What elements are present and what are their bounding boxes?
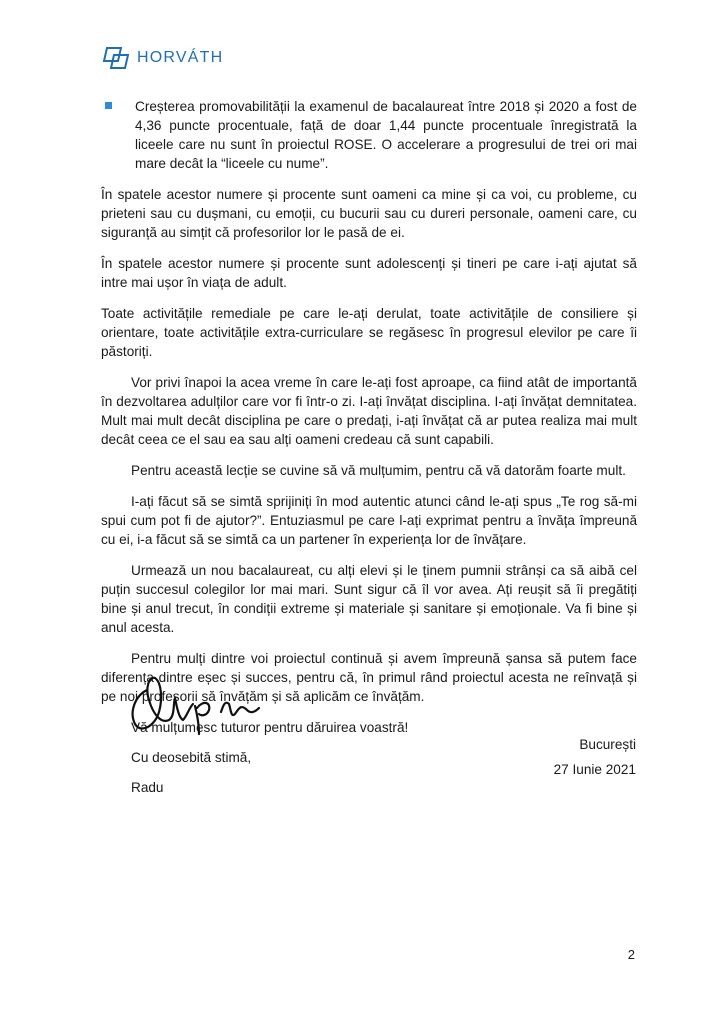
page-number: 2 (627, 947, 635, 962)
paragraph: Pentru această lecție se cuvine să vă mulțumim, pentru că vă datorăm foarte mult. (131, 463, 626, 478)
signer-name: Radu (131, 780, 164, 795)
paragraph: Vor privi înapoi la acea vreme în care le-ați fost aproape, ca fiind atât de importantă în dezvoltarea adulților care vor fi într-o zi. I-ați învățat disciplina. I-ați învățat demnitatea. Mult mai mult decât disciplina pe care o predați, i-ați învățat că ar putea realiza mai mult decât ceea ce el sau ea sau alți oameni credeau că sunt capabili. (101, 375, 637, 447)
horvath-logo-icon (101, 45, 131, 71)
paragraph: În spatele acestor numere și procente sunt adolescenți și tineri pe care i-ați ajutat să intre mai ușor în viața de adult. (101, 256, 637, 290)
closing-thanks: Vă mulțumesc tuturor pentru dăruirea voastră! (131, 720, 409, 735)
logo-text: HORVÁTH (137, 49, 224, 66)
paragraph: Pentru mulți dintre voi proiectul continuă și avem împreună șansa să putem face diferența dintre eșec și succes, pentru că, în primul rând proiectul acesta ne reînvață și pe noi profesorii să învățăm și să aplicăm ce învățăm. (101, 651, 637, 704)
handwritten-signature (125, 668, 265, 743)
paragraph: I-ați făcut să se simtă sprijiniți în mod autentic atunci când le-ați spus „Te rog să-mi spui cum pot fi de ajutor?”. Entuziasmul pe care l-ați exprimat pentru a învăța împreună cu ei, i-a făcut să se simtă ca un partener în experiența lor de învățare. (101, 494, 637, 547)
paragraph: În spatele acestor numere și procente sunt oameni ca mine și ca voi, cu probleme, cu prieteni sau cu dușmani, cu emoții, cu bucurii sau cu dureri personale, oameni care, cu siguranță au simțit că profesorilor lor le pasă de ei. (101, 187, 637, 240)
company-logo (101, 45, 223, 71)
paragraph: Toate activitățile remediale pe care le-ați derulat, toate activitățile de consiliere și orientare, toate activitățile extra-curriculare se regăsesc în progresul elevilor pe care îi păstoriți. (101, 306, 637, 359)
bullet-item (101, 97, 637, 173)
letter-place: București (579, 737, 636, 752)
bullet-square-icon (105, 102, 112, 109)
closing-regards: Cu deosebită stimă, (131, 750, 252, 765)
letter-date: 27 Iunie 2021 (553, 762, 636, 777)
bullet-text: Creșterea promovabilității la examenul de bacalaureat între 2018 și 2020 a fost de 4,36 puncte procentuale, față de doar 1,44 puncte procentuale înregistrată la liceele care nu sunt în proiectul ROSE. O accelerare a progresului de trei ori mai mare decât la “liceele cu nume”. (135, 99, 637, 171)
paragraph: Urmează un nou bacalaureat, cu alți elevi și le ținem pumnii strânși ca să aibă cel puțin succesul colegilor lor mai mari. Sunt sigur că îl vor avea. Ați reușit să îi pregătiți bine și anul trecut, în condiții extreme și materiale și sanitare și emoționale. Va fi bine și anul acesta. (101, 563, 637, 635)
